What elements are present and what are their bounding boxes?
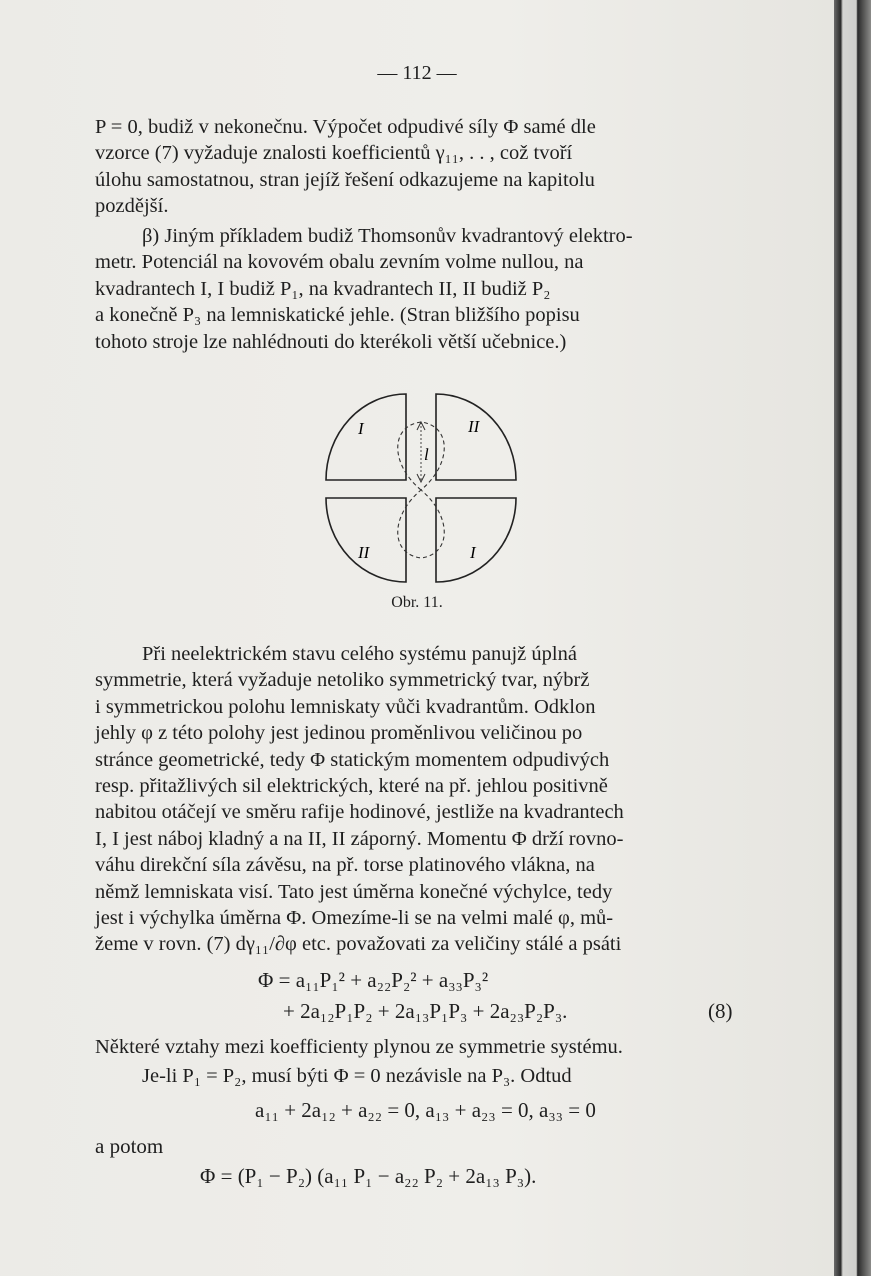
- text-line: nabitou otáčejí ve směru rafije hodinové, jestliže na kvadrantech: [95, 801, 624, 824]
- equation-8-line-1: Φ = a₁₁P₁² + a₂₂P₂² + a₃₃P₃²: [258, 968, 489, 992]
- paragraph-1: [95, 114, 740, 220]
- page-number: — 112 —: [377, 62, 457, 84]
- quadrant-top-left: [326, 394, 406, 480]
- text-line: kvadrantech I, I budiž P₁, na kvadrantech II, II budiž P₂: [95, 277, 551, 300]
- text-line: a konečně P₃ na lemniskatické jehle. (Stran bližšího popisu: [95, 304, 580, 327]
- quadrant-top-right: [436, 394, 516, 480]
- text-line: váhu direkční síla závěsu, na př. torse platinového vlákna, na: [95, 854, 595, 877]
- label-quadrant-br: I: [470, 543, 476, 562]
- label-needle: l: [424, 445, 429, 464]
- text-line: jest i výchylka úměrna Φ. Omezíme-li se na velmi malé φ, mů-: [95, 907, 614, 930]
- text-line: žeme v rovn. (7) dγ₁₁/∂φ etc. považovati za veličiny stálé a psáti: [95, 933, 622, 956]
- label-quadrant-bl: II: [358, 543, 370, 562]
- equation-final: Φ = (P₁ − P₂) (a₁₁ P₁ − a₂₂ P₂ + 2a₁₃ P₃).: [200, 1164, 537, 1188]
- text-line: pozdější.: [95, 195, 169, 218]
- label-quadrant-tl: I: [358, 419, 364, 438]
- a-potom-text: a potom: [95, 1134, 164, 1158]
- text-line: Je-li P₁ = P₂, musí býti Φ = 0 nezávisle na P₃. Odtud: [142, 1065, 572, 1087]
- equation-coefficients: a₁₁ + 2a₁₂ + a₂₂ = 0, a₁₃ + a₂₃ = 0, a₃₃ = 0: [255, 1098, 596, 1122]
- symmetry-line: [95, 1034, 740, 1060]
- text-line: tohoto stroje lze nahlédnouti do kterékoli větší učebnice.): [95, 330, 567, 353]
- text-line: Při neelektrickém stavu celého systému panujž úplná: [142, 643, 577, 665]
- text-line: úlohu samostatnou, stran jejíž řešení odkazujeme na kapitolu: [95, 168, 595, 191]
- equation-8-number: (8): [708, 999, 733, 1023]
- book-spine-edge: [834, 0, 871, 1276]
- label-quadrant-tr: II: [468, 417, 480, 436]
- text-line: i symmetrickou polohu lemniskaty vůči kvadrantům. Odklon: [95, 695, 596, 718]
- text-line: resp. přitažlivých sil elektrických, které na př. jehlou positivně: [95, 775, 608, 798]
- text-line: metr. Potenciál na kovovém obalu zevním volme nullou, na: [95, 251, 584, 274]
- jeli-line: [95, 1063, 740, 1089]
- text-line: I, I jest náboj kladný a na II, II záporný. Momentu Φ drží rovno-: [95, 827, 624, 850]
- text-line: stránce geometrické, tedy Φ statickým momentem odpudivých: [95, 748, 610, 771]
- text-line: vzorce (7) vyžaduje znalosti koefficientů γ₁₁, . . , což tvoří: [95, 142, 573, 165]
- quadrant-electrometer-figure: [318, 386, 528, 586]
- equation-8-line-2: + 2a₁₂P₁P₂ + 2a₁₃P₁P₃ + 2a₂₃P₂P₃.: [283, 999, 568, 1023]
- quadrant-bottom-right: [436, 498, 516, 582]
- text-line: Některé vztahy mezi koefficienty plynou ze symmetrie systému.: [95, 1036, 623, 1058]
- quadrant-bottom-left: [326, 498, 406, 582]
- text-line: němž lemniskata visí. Tato jest úměrna konečné výchylce, tedy: [95, 880, 613, 903]
- text-line: jehly φ z této polohy jest jedinou proměnlivou veličinou po: [95, 722, 583, 745]
- text-line: β) Jiným příkladem budiž Thomsonův kvadrantový elektro-: [142, 225, 633, 247]
- paragraph-2: [95, 223, 740, 355]
- text-line: symmetrie, která vyžaduje netoliko symmetrický tvar, nýbrž: [95, 669, 590, 692]
- paragraph-3: [95, 641, 740, 958]
- figure-caption: Obr. 11.: [391, 594, 443, 611]
- text-line: P = 0, budiž v nekonečnu. Výpočet odpudivé síly Φ samé dle: [95, 116, 596, 138]
